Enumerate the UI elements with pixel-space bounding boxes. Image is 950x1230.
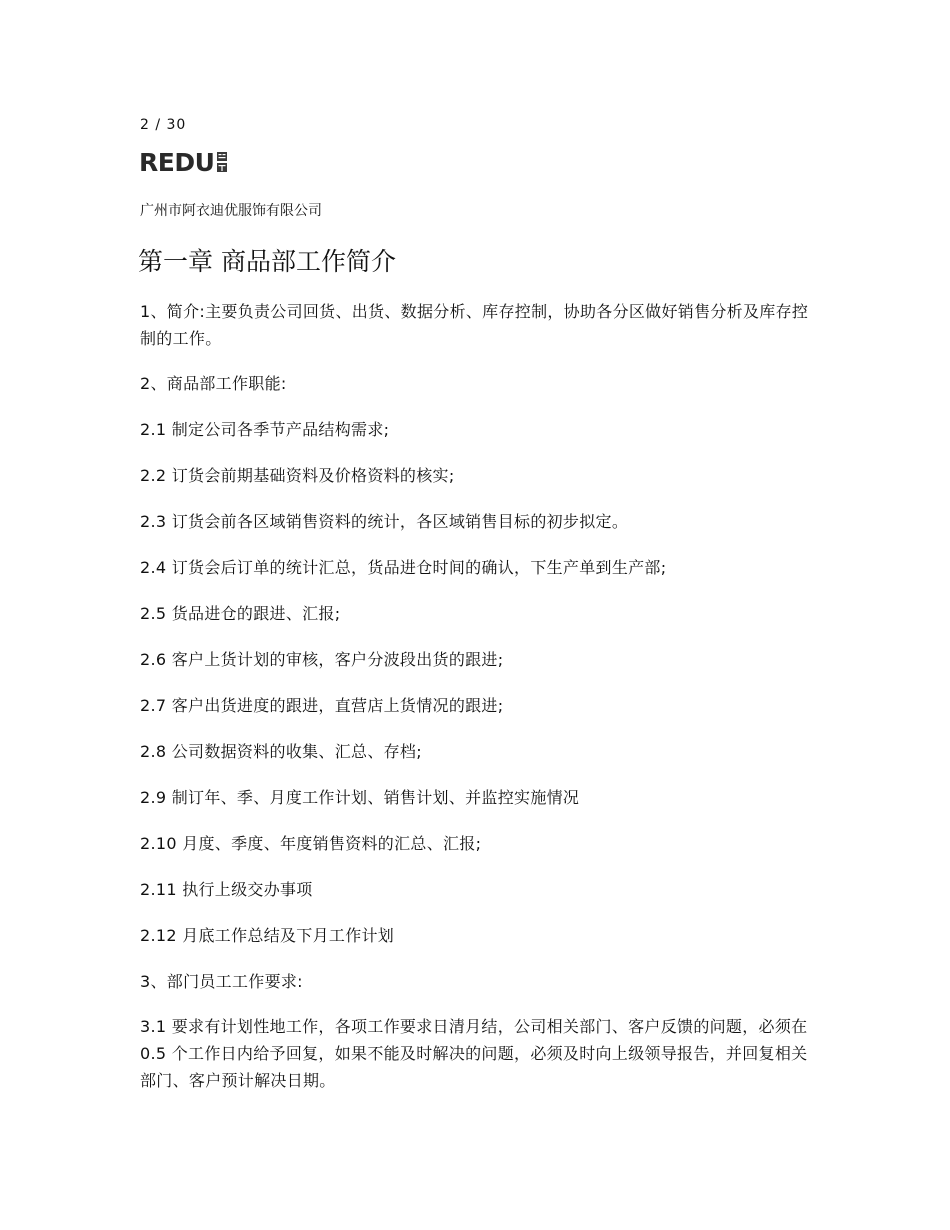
company-name: 广州市阿衣迪优服饰有限公司 (140, 203, 322, 219)
logo-wordmark: REDU (139, 148, 215, 177)
chapter-title: 第一章 商品部工作简介 (138, 247, 396, 276)
list-item: 2.7 客户出货进度的跟进，直营店上货情况的跟进; (140, 696, 504, 715)
paragraph-functions-heading: 2、商品部工作职能: (140, 374, 287, 393)
list-item: 2.10 月度、季度、年度销售资料的汇总、汇报; (140, 834, 482, 853)
company-logo (139, 149, 227, 176)
logo-mark-icon (217, 151, 227, 173)
list-item: 2.8 公司数据资料的收集、汇总、存档; (140, 742, 422, 761)
list-item: 2.3 订货会前各区域销售资料的统计，各区域销售目标的初步拟定。 (140, 512, 629, 531)
list-item: 2.5 货品进仓的跟进、汇报; (140, 604, 341, 623)
list-item: 2.12 月底工作总结及下月工作计划 (140, 926, 395, 945)
paragraph-requirement-3-1: 3.1 要求有计划性地工作，各项工作要求日清月结，公司相关部门、客户反馈的问题，必须在 0.5 个工作日内给予回复，如果不能及时解决的问题，必须及时向上级领导报告，并回复相关部门、客户预计解决日期。 (140, 1017, 808, 1090)
list-item: 2.11 执行上级交办事项 (140, 880, 313, 899)
paragraph-requirements-heading: 3、部门员工工作要求: (140, 972, 303, 991)
list-item: 2.9 制订年、季、月度工作计划、销售计划、并监控实施情况 (140, 788, 580, 807)
paragraph-intro: 1、简介:主要负责公司回货、出货、数据分析、库存控制，协助各分区做好销售分析及库存控制的工作。 (140, 302, 809, 348)
list-item: 2.2 订货会前期基础资料及价格资料的核实; (140, 466, 455, 485)
list-item: 2.4 订货会后订单的统计汇总，货品进仓时间的确认，下生产单到生产部; (140, 558, 667, 577)
page-number: 2 / 30 (140, 117, 187, 133)
list-item: 2.1 制定公司各季节产品结构需求; (140, 420, 390, 439)
list-item: 2.6 客户上货计划的审核，客户分波段出货的跟进; (140, 650, 504, 669)
